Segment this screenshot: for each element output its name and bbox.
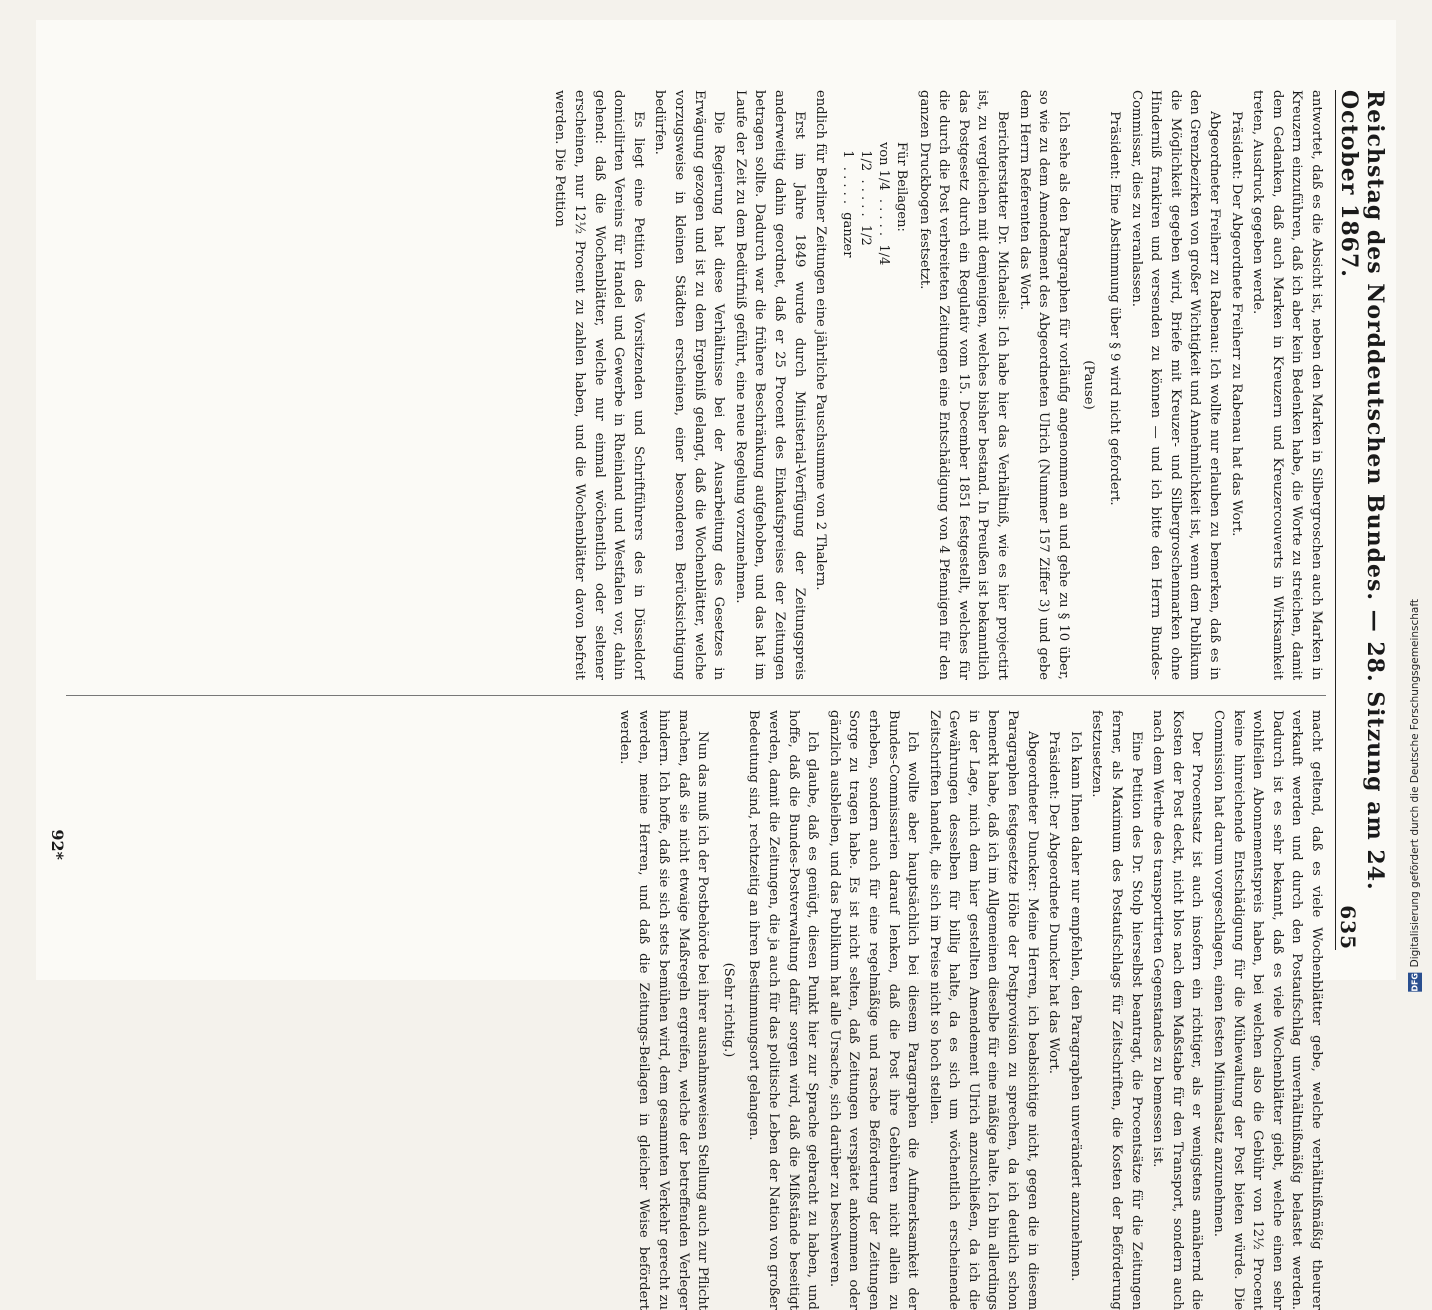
rate-table-row: 1/2 . . . . . 1/2 [858,142,874,246]
speaker-paragraph: Präsident: Eine Abstimmung über § 9 wird nicht gefordert. [1107,111,1123,506]
paragraph: Ich glaube, daß es genügt, diesen Punkt hier zur Sprache gebracht zu haben, und hoffe, daß die Bundes-Postverwaltung dafür sorgen wird, daß die Mißstände beseitigt werden, damit die Zeitungen, die ja auch für das politische Leben der Nation von großer Bedeutung sind, rechtzeitig an ihren Bestimmungsort gelangen. [746,710,821,1310]
paragraph: Nun das muß ich der Postbehörde bei ihrer ausnahmsweisen Stellung auch zur Pflicht machen, daß sie nicht etwaige Maßregeln ergreifen, welche der betreffenden Verleger hindern. Ich hoffe, daß sie sich stets bemühen wird, dem gesammten Verkehr gerecht zu werden, meine Herren, und daß die Zeitungs-Beilagen in gleicher Weise befördert werden. [616,710,711,1310]
paragraph: Ich wollte aber hauptsächlich bei diesem Paragraphen die Aufmerksamkeit der Bundes-Commissarien darauf lenken, daß die Post ihre Gebühren nicht allein zu erheben, sondern auch für eine regelmäßige und rasche Beförderung der Zeitungen Sorge zu tragen habe. Es ist nicht selten, daß Zeitungen verspätet ankommen oder gänzlich ausbleiben, und das Publikum hat alle Ursache, sich darüber zu beschweren. [826,710,921,1310]
dfg-logo-icon: DFG [1408,973,1422,992]
paragraph: Eine Petition des Dr. Stolp hierselbst beantragt, die Procentsätze für die Zeitungen ferner, als Maximum des Postaufschlags für Zeitschriften, die Kosten der Beförderung festzusetzen. [1089,710,1144,1310]
running-title: Reichstag des Norddeutschen Bundes. — 28. Sitzung am 24. October 1867. [1336,90,1388,891]
paragraph: Es liegt eine Petition des Vorsitzenden und Schriftführers des in Düsseldorf domicilirten Vereins für Handel und Gewerbe in Rheinland und Westfalen vor, dahin gehend: daß die Wochenblätter, welche nur einmal wöchentlich oder seltener erscheinen, nur 12½ Procent zu zahlen haben, und die Wochenblätter davon befreit werden. Die Petition [552,90,646,680]
paragraph: Ich sehe als den Paragraphen für vorläufig angenommen an und gehe zu § 10 über, so wie zu dem Amendement des Abgeordneten Ulrich (Nummer 157 Ziffer 3) und gebe dem Herrn Referenten das Wort. [1016,90,1071,680]
speaker-paragraph: Abgeordneter Duncker: Meine Herren, ich beabsichtige nicht, gegen die in diesem Paragraphen festgesetzte Höhe der Postprovision zu sprechen, da ich deutlich schon bemerkt habe, daß ich im Allgemeinen dieselbe für eine mäßige halte. Ich bin allerdings in der Lage, mich dem hier gestellten Amendement Ulrich anzuschließen, da ich die Gewährungen desselben für billig halte, da es sich um wöchentlich erscheinende Zeitschriften handelt, die sich im Preise nicht so hoch stellen. [926,710,1040,1310]
rate-table [838,142,910,680]
paragraph: Ich kann Ihnen daher nur empfehlen, den Paragraphen unverändert anzunehmen. [1067,731,1083,1282]
left-column [66,90,1326,680]
paragraph: antwortet, daß es die Absicht ist, neben den Marken in Silbergroschen auch Marken in Kreuzern einzuführen, daß ich aber kein Bedenken habe, die Worte zu streichen, damit dem Gedanken, daß auch Marken in Kreuzern und Kreuzercouverts in Wirksamkeit treten, Ausdruck gegeben werde. [1250,90,1324,680]
digitization-credit [1405,598,1425,992]
paragraph: Die Regierung hat diese Verhältnisse bei der Ausarbeitung des Gesetzes in Erwägung gezogen und ist zu dem Ergebniß gelangt, daß die Wochenblätter, welche vorzugsweise in kleinen Städten erscheinen, einer besonderen Berücksichtigung bedürfen. [652,90,727,680]
stage-note: (Sehr richtig.) [720,962,736,1058]
rate-table-row: 1 . . . . . ganzer [840,142,856,258]
right-column [66,710,1326,1310]
document-page [36,20,1396,1310]
paragraph: Der Procentsatz ist auch insofern ein richtiger, als er wenigstens annähernd die Kosten der Post deckt, nicht blos nach dem Maßstabe für den Transport, sondern auch nach dem Werthe des transportirten Gegenstandes zu bemessen ist. [1150,710,1205,1310]
page-number: 635 [1336,905,1360,950]
column-divider [66,695,1326,696]
paragraph: macht geltend, daß es viele Wochenblätter gebe, welche verhältnißmäßig theurer verkauft werden und durch den Postaufschlag unverhältnißmäßig belastet werden. Dadurch ist es sehr bekannt, daß es viele Wochenblätter giebt, welche einen sehr wohlfeilen Abonnementspreis haben, bei welchen also die Gebühr von 12½ Procent keine hinreichende Entschädigung für die Mühewaltung der Post bieten würde. Die Commission hat darum vorgeschlagen, einen festen Minimalsatz anzunehmen. [1211,710,1324,1310]
speaker-paragraph: Präsident: Der Abgeordnete Freiherr zu Rabenau hat das Wort. [1228,111,1244,537]
page-header [1335,90,1388,950]
paragraph: endlich für Berliner Zeitungen eine jährliche Pauschsumme von 2 Thalern. [813,90,829,591]
rate-table-row: von 1/4 . . . . . 1/4 [876,142,892,266]
digitization-note: Digitalisierung gefördert durch die Deutsche Forschungsgemeinschaft [1409,598,1421,968]
paragraph: Erst im Jahre 1849 wurde durch Ministerial-Verfügung der Zeitungspreis anderweitig dahin geordnet, daß er 25 Procent des Einkaufspreises der Zeitungen betragen sollte. Dadurch war die frühere Beschränkung aufgehoben, und das hat im Laufe der Zeit zu dem Bedürfniß geführt, eine neue Regelung vorzunehmen. [732,90,807,680]
speaker-paragraph: Präsident: Der Abgeordnete Duncker hat das Wort. [1046,731,1062,1074]
sheet-signature: 92* [48,829,67,860]
speaker-paragraph: Berichterstatter Dr. Michaelis: Ich habe hier das Verhältniß, wie es hier projectirt ist, zu vergleichen mit demjenigen, welches bisher bestand. In Preußen ist bekanntlich das Postgesetz durch ein Regulativ vom 15. December 1851 festgestellt, welches für die durch die Post verbreiteten Zeitungen eine Entschädigung von 4 Pfennigen für den ganzen Druckbogen festsetzt. [916,90,1011,680]
speaker-paragraph: Abgeordneter Freiherr zu Rabenau: Ich wollte nur erlauben zu bemerken, daß es in den Grenzbezirken von großer Wichtigkeit und Annehmlichkeit ist, wenn dem Publikum die Möglichkeit gegeben wird, Briefe mit Kreuzer- und Silbergroschenmarken ohne Hinderniß frankiren und versenden zu können — und ich bitte den Herrn Bundes-Commissar, dies zu veranlassen. [1128,90,1223,680]
stage-note: (Pause) [1081,360,1097,410]
rate-table-intro: Für Beilagen: [894,142,910,232]
